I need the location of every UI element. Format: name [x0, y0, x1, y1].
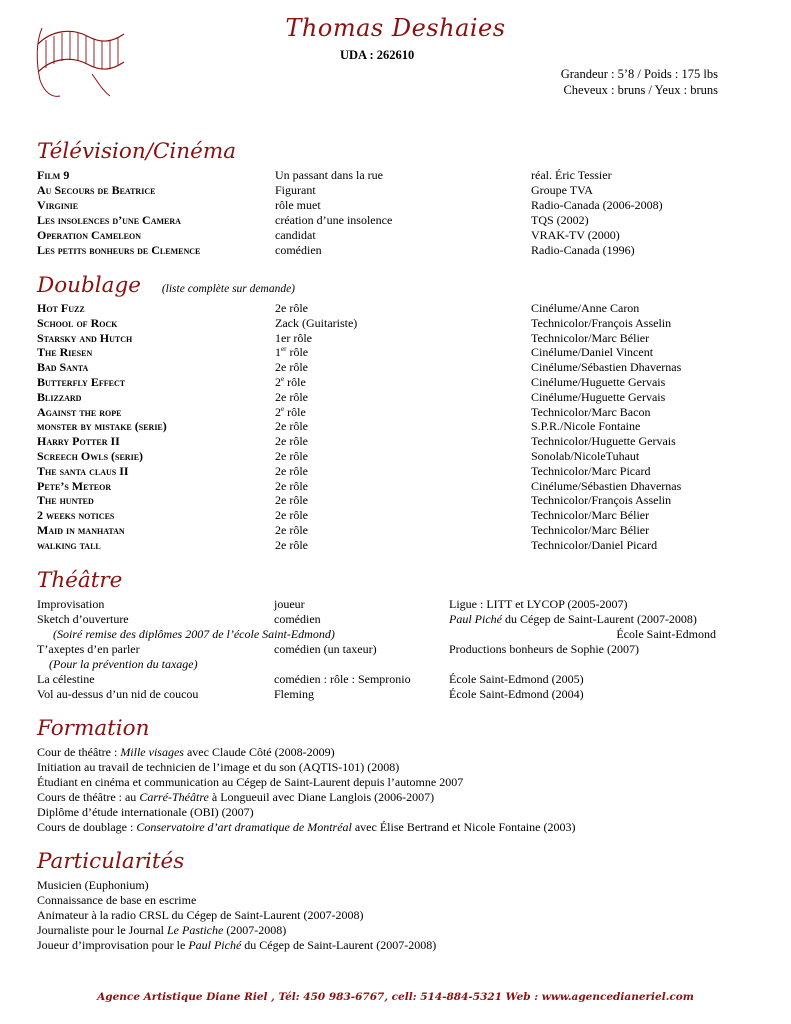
formation-text: avec Claude Côté (2008-2009): [183, 745, 335, 759]
credit-role: 2e rôle: [275, 463, 308, 478]
credit-role-text: rôle: [284, 404, 306, 419]
credit-company: Technicolor/Daniel Picard: [531, 537, 658, 552]
theatre-company: Ligue : LITT et LYCOP (2005-2007): [449, 597, 628, 611]
theatre-title: T’axeptes d’en parler: [37, 642, 140, 656]
credit-title: Butterfly Effect: [37, 375, 126, 389]
section-title-particularites: Particularités: [37, 849, 185, 874]
theatre-company-rest: du Cégep de Saint-Laurent (2007-2008): [501, 612, 697, 626]
credit-role: [275, 405, 306, 420]
credit-title: Les petits bonheurs de Clemence: [37, 243, 201, 257]
credit-company: Radio-Canada (1996): [531, 243, 635, 257]
credit-company: Cinélume/Sébastien Dhavernas: [531, 478, 682, 493]
credit-role: comédien: [275, 243, 322, 257]
credit-company: Cinélume/Huguette Gervais: [531, 375, 666, 389]
particularite-text: Joueur d’improvisation pour le: [37, 938, 189, 952]
credit-role: [275, 375, 306, 390]
theatre-company-italic: Paul Piché: [449, 612, 502, 626]
credit-role: rôle muet: [275, 198, 321, 212]
theatre-company: École Saint-Edmond (2004): [449, 687, 584, 701]
theatre-company: Productions bonheurs de Sophie (2007): [449, 642, 639, 656]
credit-title: Les insolences d’une Camera: [37, 213, 181, 227]
credit-role: Un passant dans la rue: [275, 168, 383, 182]
credit-role: candidat: [275, 228, 316, 242]
formation-text: à Longueuil avec Diane Langlois (2006-2007): [208, 790, 435, 804]
page-title: Thomas Deshaies: [285, 14, 506, 42]
particularite-item: Musicien (Euphonium): [37, 878, 149, 892]
credit-title: Against the rope: [37, 404, 122, 419]
credit-role: 2e rôle: [275, 419, 308, 434]
theatre-note: (Soiré remise des diplômes 2007 de l’école Saint-Edmond): [53, 627, 335, 641]
credit-company: Technicolor/Marc Bélier: [531, 523, 650, 537]
credit-company: VRAK-TV (2000): [531, 228, 620, 242]
credit-title: 2 weeks notices: [37, 508, 115, 523]
credit-company: Cinélume/Daniel Vincent: [531, 345, 654, 360]
credit-title: Maid in manhatan: [37, 523, 125, 537]
stats-hair-eyes: Cheveux : bruns / Yeux : bruns: [563, 83, 718, 97]
credit-company: Technicolor/Huguette Gervais: [531, 434, 676, 449]
credit-role: Figurant: [275, 183, 316, 197]
credit-role-number: 1: [275, 345, 281, 360]
theatre-company: École Saint-Edmond (2005): [449, 672, 584, 686]
particularite-item: [37, 938, 436, 953]
credit-company: Radio-Canada (2006-2008): [531, 198, 663, 212]
formation-italic: Mille visages: [120, 745, 184, 759]
formation-item: [37, 745, 335, 760]
formation-item: [37, 790, 434, 805]
stats-height-weight: Grandeur : 5’8 / Poids : 175 lbs: [560, 67, 718, 81]
credit-title: walking tall: [37, 537, 101, 552]
credit-role-suffix: e: [281, 404, 285, 413]
credit-role: 2e rôle: [275, 537, 308, 552]
credit-role: 2e rôle: [275, 493, 308, 508]
credit-role: 2e rôle: [275, 449, 308, 463]
section-title-formation: Formation: [37, 716, 150, 741]
particularite-item: Connaissance de base en escrime: [37, 893, 197, 907]
credit-role: [275, 345, 308, 360]
particularite-text: (2007-2008): [223, 923, 287, 937]
theatre-role: Fleming: [274, 687, 315, 701]
credit-role-text: rôle: [284, 375, 306, 389]
credit-title: Pete’s Meteor: [37, 478, 112, 493]
credit-role: 2e rôle: [275, 389, 308, 404]
credit-company: Cinélume/Huguette Gervais: [531, 389, 666, 404]
theatre-role: joueur: [274, 597, 305, 611]
credit-title: monster by mistake (serie): [37, 419, 167, 434]
particularite-text: Journaliste pour le Journal: [37, 923, 167, 937]
credit-role: Zack (Guitariste): [275, 315, 358, 330]
formation-text: Cours de doublage :: [37, 820, 137, 834]
credit-company: Technicolor/Marc Bélier: [531, 330, 650, 345]
credit-title: Film 9: [37, 168, 70, 182]
credit-title: Au Secours de Beatrice: [37, 183, 156, 197]
doublage-title: Doublage: [37, 273, 141, 298]
credit-company: réal. Éric Tessier: [531, 168, 612, 182]
particularite-item: [37, 923, 286, 938]
particularite-italic: Paul Piché: [188, 938, 242, 952]
credit-company: Cinélume/Anne Caron: [531, 301, 640, 315]
credit-role-number: 2: [275, 404, 281, 419]
theatre-title: Improvisation: [37, 597, 105, 611]
credit-title: School of Rock: [37, 315, 118, 330]
physical-stats: [561, 66, 718, 98]
credit-company: Technicolor/François Asselin: [531, 315, 672, 330]
credit-company: Groupe TVA: [531, 183, 593, 197]
doublage-note: (liste complète sur demande): [161, 283, 295, 295]
formation-italic: Conservatoire d’art dramatique de Montréal: [136, 820, 352, 834]
particularite-item: Animateur à la radio CRSL du Cégep de Saint-Laurent (2007-2008): [37, 908, 364, 922]
theatre-title: La célestine: [37, 672, 95, 686]
theatre-title: Vol au-dessus d’un nid de coucou: [37, 687, 199, 701]
credit-title: The hunted: [37, 493, 94, 508]
formation-text: avec Élise Bertrand et Nicole Fontaine (2003): [351, 820, 576, 834]
credit-title: Blizzard: [37, 389, 82, 404]
credit-role: 2e rôle: [275, 301, 308, 315]
credit-title: The Riesen: [37, 345, 93, 360]
credit-title: Bad Santa: [37, 360, 89, 375]
credit-title: Hot Fuzz: [37, 301, 85, 315]
credit-company: Technicolor/François Asselin: [531, 493, 672, 508]
section-title-tv: Télévision/Cinéma: [37, 139, 237, 164]
formation-text: Cours de théâtre : au: [37, 790, 140, 804]
credit-company: Technicolor/Marc Bacon: [531, 404, 651, 419]
credit-company: Technicolor/Marc Picard: [531, 463, 651, 478]
credit-title: Harry Potter II: [37, 434, 120, 449]
section-title-theatre: Théâtre: [37, 568, 123, 593]
credit-role: 2e rôle: [275, 360, 308, 375]
formation-italic: Carré-Théâtre: [139, 790, 209, 804]
formation-item: [37, 820, 575, 835]
theatre-title: Sketch d’ouverture: [37, 612, 129, 626]
formation-item: Diplôme d’étude internationale (OBI) (2007): [37, 805, 254, 819]
uda-number: UDA : 262610: [340, 48, 415, 62]
credit-title: Starsky and Hutch: [37, 330, 133, 345]
agency-footer: Agence Artistique Diane Riel , Tél: 450 983-6767, cell: 514-884-5321 Web : www.agencedianeriel.com: [97, 991, 694, 1003]
credit-title: Virginie: [37, 198, 79, 212]
formation-item: Initiation au travail de technicien de l’image et du son (AQTIS-101) (2008): [37, 760, 400, 774]
credit-role-number: 2: [275, 375, 281, 389]
theatre-role: comédien: [274, 612, 321, 626]
credit-role: création d’une insolence: [275, 213, 393, 227]
theatre-role: comédien : rôle : Sempronio: [274, 672, 411, 686]
theatre-note-right: École Saint-Edmond: [616, 627, 716, 641]
credit-company: Cinélume/Sébastien Dhavernas: [531, 360, 682, 375]
credit-company: S.P.R./Nicole Fontaine: [531, 419, 641, 434]
theatre-role: comédien (un taxeur): [274, 642, 377, 656]
credit-role: 2e rôle: [275, 523, 308, 537]
particularite-text: du Cégep de Saint-Laurent (2007-2008): [241, 938, 437, 952]
credit-role-suffix: e: [281, 375, 285, 383]
credit-role: 1er rôle: [275, 330, 312, 345]
formation-text: Cour de théâtre :: [37, 745, 121, 759]
credit-title: Operation Cameleon: [37, 228, 141, 242]
credit-company: Technicolor/Marc Bélier: [531, 508, 650, 523]
formation-item: Étudiant en cinéma et communication au Cégep de Saint-Laurent depuis l’automne 2007: [37, 775, 464, 789]
theatre-note: (Pour la prévention du taxage): [49, 657, 198, 671]
credit-role: 2e rôle: [275, 434, 308, 449]
credit-role-text: rôle: [286, 345, 309, 360]
credit-title: Screech Owls (serie): [37, 449, 144, 463]
credit-role: 2e rôle: [275, 508, 308, 523]
credit-title: The santa claus II: [37, 463, 129, 478]
credit-role: 2e rôle: [275, 478, 308, 493]
theatre-company: [449, 612, 697, 627]
credit-role-suffix: er: [281, 345, 287, 354]
particularite-italic: Le Pastiche: [166, 923, 224, 937]
credit-company: Sonolab/NicoleTuhaut: [531, 449, 640, 463]
credit-company: TQS (2002): [531, 213, 589, 227]
section-title-doublage: [37, 273, 295, 298]
